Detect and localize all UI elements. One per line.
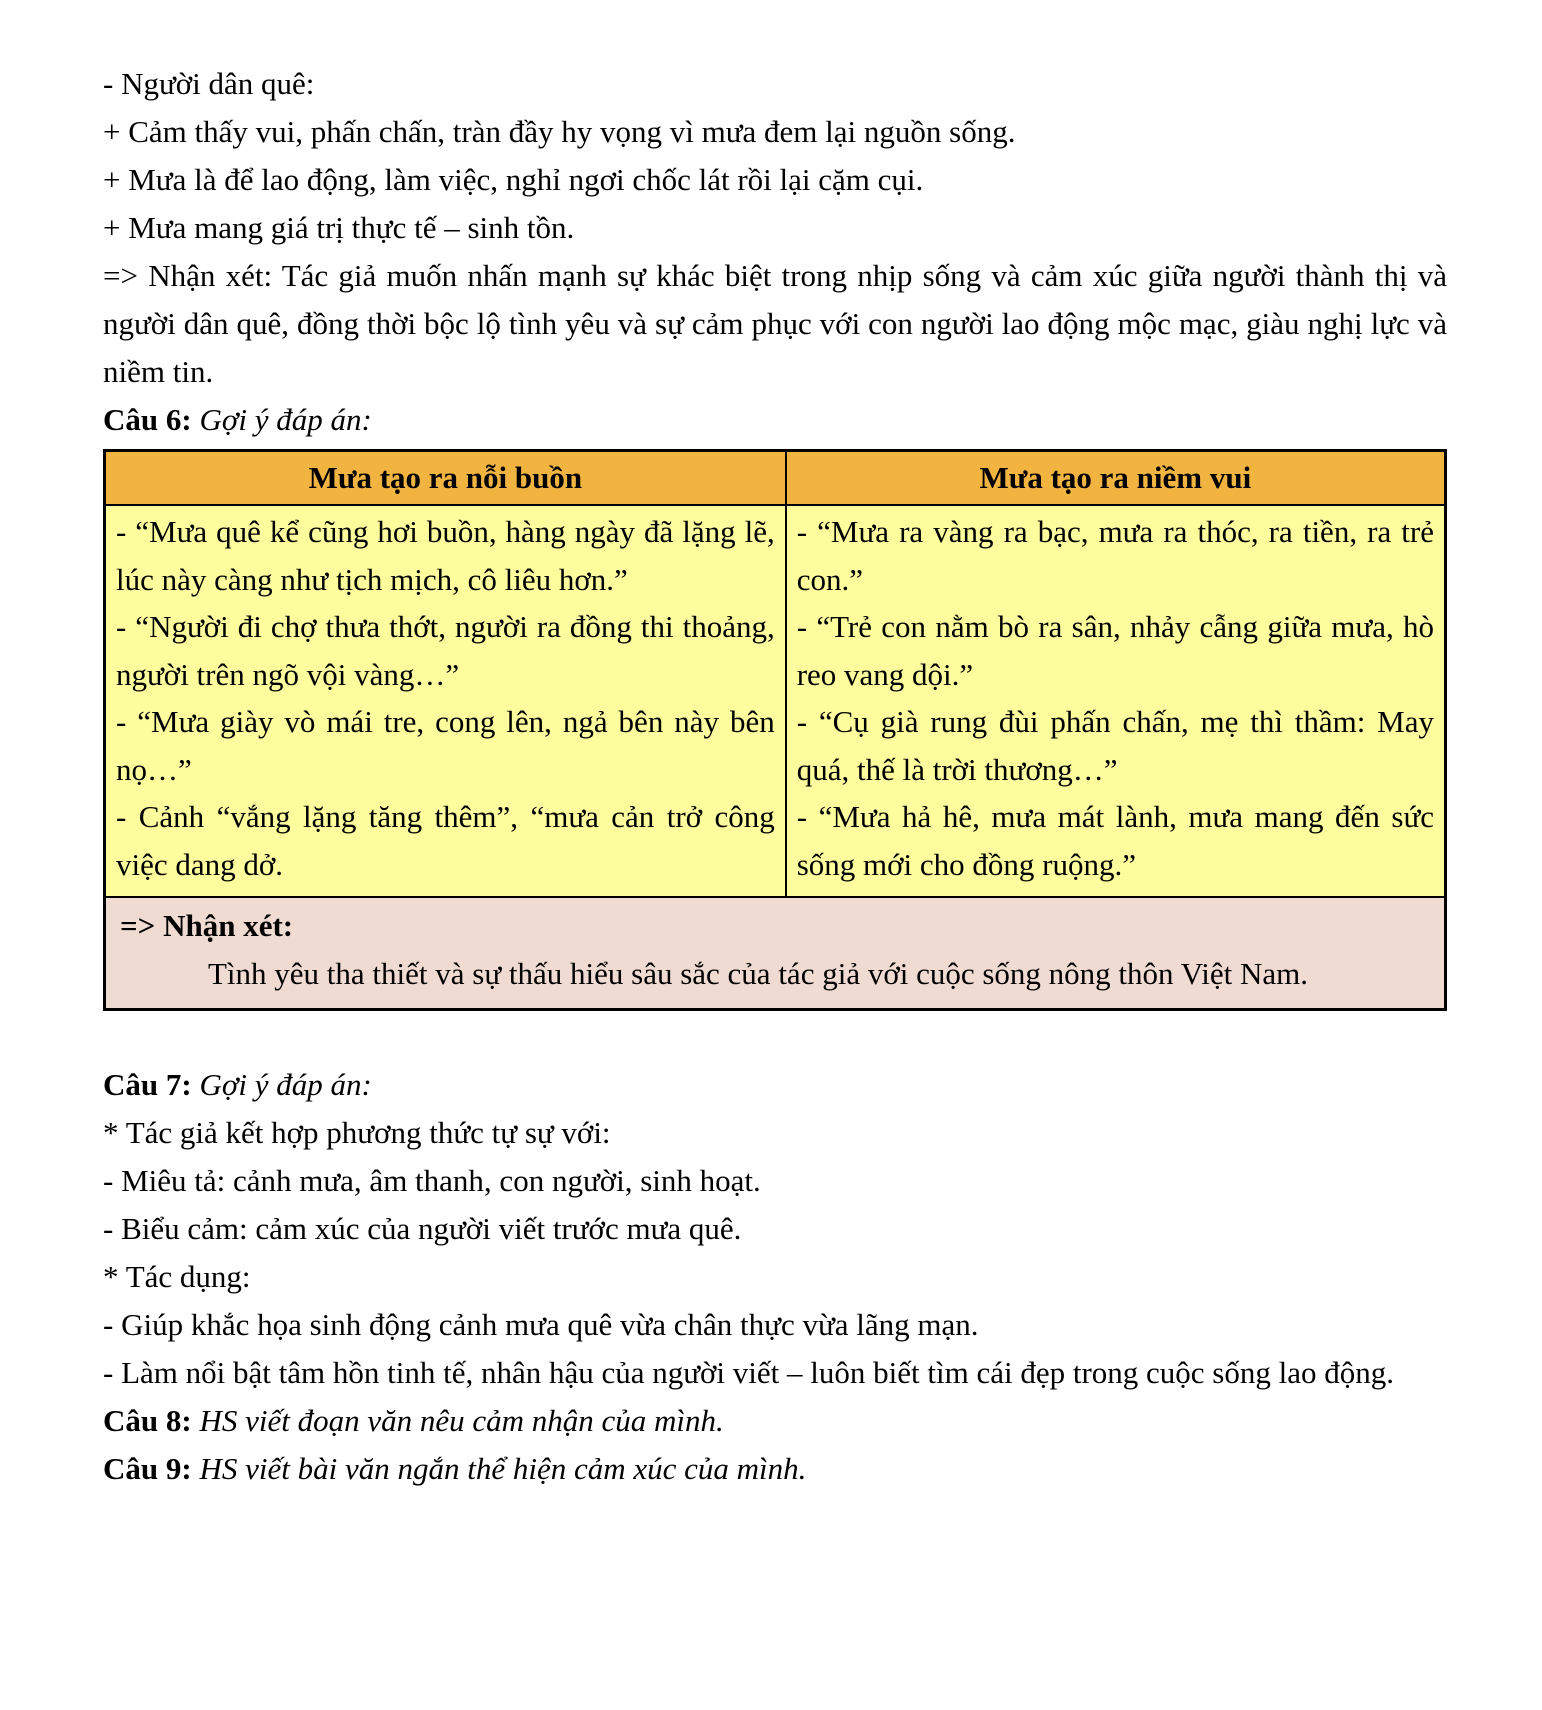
- cau7-hint: Gợi ý đáp án:: [199, 1067, 372, 1102]
- cau7-label: Câu 7:: [103, 1067, 192, 1102]
- joy-item-4: - “Mưa hả hê, mưa mát lành, mưa mang đến sức sống mới cho đồng ruộng.”: [796, 799, 1434, 882]
- joy-item-1: - “Mưa ra vàng ra bạc, mưa ra thóc, ra tiền, ra trẻ con.”: [796, 514, 1434, 597]
- intro-remark-paragraph: => Nhận xét: Tác giả muốn nhấn mạnh sự khác biệt trong nhịp sống và cảm xúc giữa người thành thị và người dân quê, đồng thời bộc lộ tình yêu và sự cảm phục với con người lao động mộc mạc, giàu nghị lực và niềm tin.: [103, 258, 1447, 389]
- sad-item-3: - “Mưa giày vò mái tre, cong lên, ngả bên này bên nọ…”: [116, 704, 775, 787]
- table-note-cell: [105, 897, 1446, 1010]
- note-text: Tình yêu tha thiết và sự thấu hiểu sâu sắc của tác giả với cuộc sống nông thôn Việt Nam.: [208, 956, 1308, 991]
- cau8-heading: [103, 1397, 1447, 1445]
- table-header-sadness: Mưa tạo ra nỗi buồn: [105, 451, 786, 506]
- cau7-line-phuong-thuc: * Tác giả kết hợp phương thức tự sự với:: [103, 1115, 611, 1150]
- cau6-hint: Gợi ý đáp án:: [199, 402, 372, 437]
- blank-line-spacer: [103, 1011, 1447, 1061]
- cau7-line-tam-hon: - Làm nổi bật tâm hồn tinh tế, nhân hậu của người viết – luôn biết tìm cái đẹp trong cuộc sống lao động.: [103, 1355, 1394, 1390]
- cau8-text: HS viết đoạn văn nêu cảm nhận của mình.: [199, 1403, 724, 1438]
- sad-item-4: - Cảnh “vắng lặng tăng thêm”, “mưa cản trở công việc dang dở.: [116, 799, 775, 882]
- table-cell-joy: [786, 505, 1446, 897]
- cau6-heading: [103, 396, 1447, 444]
- sad-item-1: - “Mưa quê kể cũng hơi buồn, hàng ngày đã lặng lẽ, lúc này càng như tịch mịch, cô liêu hơn.”: [116, 514, 775, 597]
- table-note-row: [105, 897, 1446, 1010]
- cau7-line-mieu-ta: - Miêu tả: cảnh mưa, âm thanh, con người, sinh hoạt.: [103, 1163, 761, 1198]
- document-content: [103, 60, 1447, 1493]
- cau9-label: Câu 9:: [103, 1451, 192, 1486]
- cau6-answer-table: [103, 449, 1447, 1011]
- cau7-line-tac-dung: * Tác dụng:: [103, 1259, 251, 1294]
- cau6-label: Câu 6:: [103, 402, 192, 437]
- intro-line-gia-tri-thuc-te: + Mưa mang giá trị thực tế – sinh tồn.: [103, 210, 575, 245]
- intro-line-cam-thay-vui: + Cảm thấy vui, phấn chấn, tràn đầy hy vọng vì mưa đem lại nguồn sống.: [103, 114, 1016, 149]
- cau7-line-bieu-cam: - Biểu cảm: cảm xúc của người viết trước mưa quê.: [103, 1211, 742, 1246]
- cau7-heading: [103, 1061, 1447, 1109]
- cau8-label: Câu 8:: [103, 1403, 192, 1438]
- table-cell-sadness: [105, 505, 786, 897]
- note-label: => Nhận xét:: [120, 908, 294, 943]
- table-header-row: [105, 451, 1446, 506]
- intro-line-mua-lao-dong: + Mưa là để lao động, làm việc, nghỉ ngơi chốc lát rồi lại cặm cụi.: [103, 162, 924, 197]
- table-header-joy: Mưa tạo ra niềm vui: [786, 451, 1446, 506]
- intro-line-nguoi-dan-que: - Người dân quê:: [103, 66, 315, 101]
- sad-item-2: - “Người đi chợ thưa thớt, người ra đồng thi thoảng, người trên ngõ vội vàng…”: [116, 609, 775, 692]
- table-body-row: [105, 505, 1446, 897]
- joy-item-3: - “Cụ già rung đùi phấn chấn, mẹ thì thầm: May quá, thế là trời thương…”: [796, 704, 1434, 787]
- cau9-text: HS viết bài văn ngắn thể hiện cảm xúc của mình.: [199, 1451, 807, 1486]
- cau9-heading: [103, 1445, 1447, 1493]
- joy-item-2: - “Trẻ con nằm bò ra sân, nhảy cẫng giữa mưa, hò reo vang dội.”: [796, 609, 1434, 692]
- cau7-line-khac-hoa: - Giúp khắc họa sinh động cảnh mưa quê vừa chân thực vừa lãng mạn.: [103, 1307, 979, 1342]
